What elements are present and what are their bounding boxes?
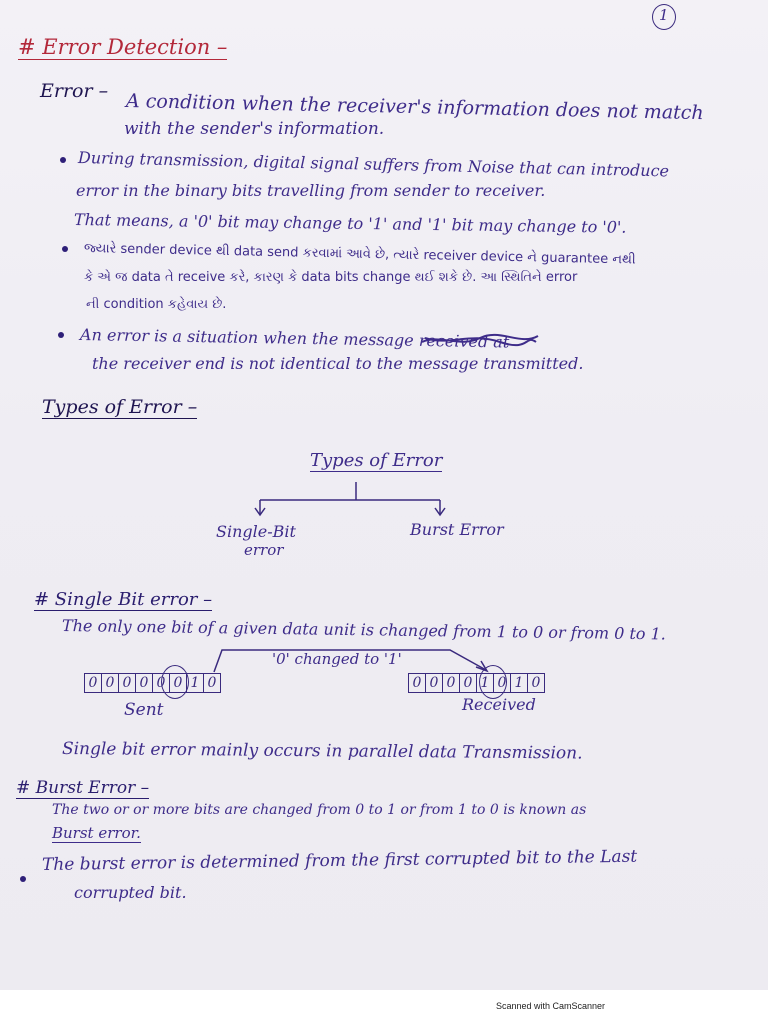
bullet-1-line-2: error in the binary bits travelling from sender to receiver.: [76, 181, 546, 200]
received-bit: 0: [426, 674, 443, 692]
received-bit: 0: [494, 674, 511, 692]
single-bit-heading: # Single Bit error –: [34, 589, 213, 610]
bullet-dot: [58, 332, 64, 338]
sent-changed-bit-circle: [161, 665, 189, 699]
diagram-left-node-line-1: Single-Bit: [216, 522, 296, 541]
received-bit-array: [408, 673, 545, 693]
received-label: Received: [462, 695, 536, 714]
burst-line-1: The two or or more bits are changed from 0 to 1 or from 1 to 0 is known as: [52, 802, 587, 818]
page-title: # Error Detection –: [18, 35, 228, 59]
sent-bit: 0: [102, 674, 119, 692]
sent-bit: 0: [153, 674, 170, 692]
single-bit-note: Single bit error mainly occurs in parallel data Transmission.: [61, 739, 583, 764]
error-term: Error –: [40, 80, 109, 102]
sent-bit: 0: [85, 674, 102, 692]
received-bit: 0: [531, 675, 541, 691]
types-heading: Types of Error –: [42, 396, 198, 418]
received-bit: 0: [460, 674, 477, 692]
bullet-3-line-1: An error is a situation when the message received at: [79, 325, 510, 352]
error-definition-line-2: with the sender's information.: [124, 119, 385, 139]
burst-line-2: Burst error.: [52, 824, 141, 842]
bullet-dot: [62, 246, 68, 252]
received-changed-bit-circle: [479, 665, 507, 699]
changed-bit-label: '0' changed to '1': [272, 650, 402, 668]
sent-bit: 0: [136, 674, 153, 692]
bullet-2-line-3: ની condition કહેવાય છે.: [86, 297, 227, 312]
scanner-footer: [0, 990, 768, 1024]
received-bit: 0: [409, 674, 426, 692]
sent-bit-array: [84, 673, 221, 693]
single-bit-description: The only one bit of a given data unit is changed from 1 to 0 or from 0 to 1.: [61, 616, 666, 644]
diagram-left-node-line-2: error: [244, 541, 284, 559]
burst-bullet-line-1: The burst error is determined from the first corrupted bit to the Last: [41, 846, 638, 875]
diagram-right-node: Burst Error: [410, 520, 504, 539]
bullet-3-line-2: the receiver end is not identical to the message transmitted.: [92, 354, 584, 373]
bullet-2-line-2: કે એ જ data તે receive કરે, કારણ કે data bits change થઈ શકે છે. આ સ્થિતિને error: [84, 270, 578, 285]
sent-label: Sent: [124, 700, 164, 720]
bullet-2-line-1: જ્યારે sender device થી data send કરવામાં આવે છે, ત્યારે receiver device ને guarantee નથી: [83, 241, 636, 268]
error-definition-line-1: A condition when the receiver's information does not match: [125, 90, 704, 125]
sent-bit: 0: [170, 674, 187, 692]
bullet-1-line-3: That means, a '0' bit may change to '1' and '1' bit may change to '0'.: [73, 210, 627, 237]
received-bit: 1: [511, 674, 528, 692]
bullet-dot: [60, 157, 66, 163]
sent-bit: 0: [207, 675, 217, 691]
scanner-watermark: Scanned with CamScanner: [496, 1001, 606, 1011]
scribbled-out-word: [420, 328, 540, 352]
sent-bit: 1: [187, 674, 204, 692]
bullet-1-line-1: During transmission, digital signal suffers from Noise that can introduce: [77, 148, 670, 181]
sent-bit: 0: [119, 674, 136, 692]
received-bit: 1: [477, 674, 494, 692]
bullet-dot: [20, 876, 26, 882]
burst-bullet-line-2: corrupted bit.: [74, 883, 187, 902]
received-bit: 0: [443, 674, 460, 692]
diagram-root: Types of Error: [310, 450, 443, 471]
page-number: 1: [659, 6, 669, 24]
burst-heading: # Burst Error –: [16, 778, 150, 798]
diagram-connectors: [240, 478, 460, 518]
